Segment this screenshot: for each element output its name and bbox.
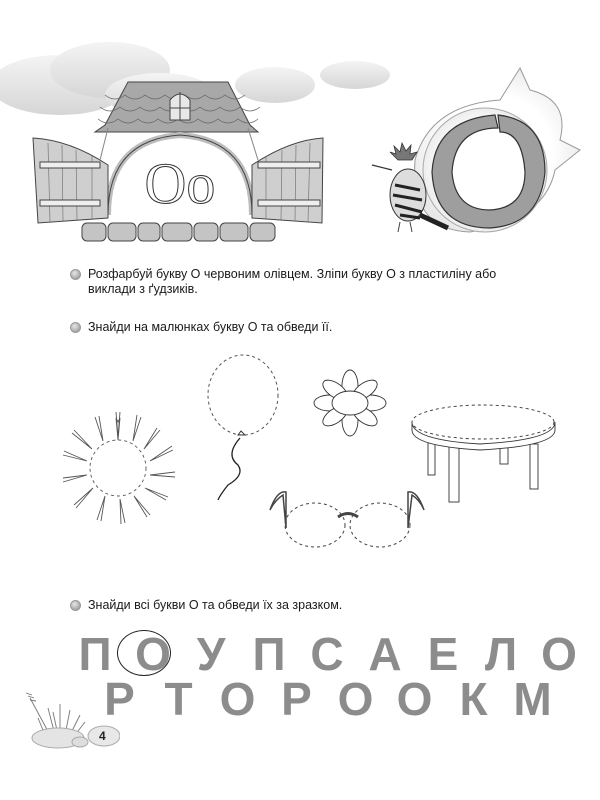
letter-sample-circled[interactable]: О <box>135 628 171 680</box>
bullet-icon <box>70 322 81 333</box>
instruction-text: Знайди на малюнках букву О та обведи її. <box>88 320 333 334</box>
letter[interactable]: О <box>396 673 433 725</box>
letter[interactable]: М <box>513 673 552 725</box>
header-illustration <box>0 0 600 250</box>
letter[interactable]: Р <box>104 673 135 725</box>
instruction-find-in-pictures <box>70 320 540 335</box>
letter[interactable]: Р <box>281 673 312 725</box>
sample-circle <box>117 630 171 676</box>
letter[interactable]: О <box>541 628 577 680</box>
glasses-icon[interactable] <box>270 492 424 547</box>
big-letter-o-illustration <box>415 68 580 232</box>
instruction-find-all-letters <box>70 598 540 613</box>
balloon-icon[interactable] <box>208 355 278 500</box>
letter[interactable]: О <box>337 673 374 725</box>
flower-icon[interactable] <box>314 370 386 436</box>
letter[interactable]: Л <box>484 628 518 680</box>
instruction-text: Розфарбуй букву О червоним олівцем. Зліпи букву О з пластиліну або виклади з ґудзиків. <box>88 267 497 296</box>
letter[interactable]: С <box>310 628 344 680</box>
letter[interactable]: П <box>78 628 112 680</box>
letter[interactable]: Т <box>164 673 193 725</box>
letter[interactable]: Е <box>427 628 459 680</box>
instruction-text: Знайди всі букви О та обведи їх за зразком. <box>88 598 343 612</box>
tracing-pictures <box>0 340 600 570</box>
bullet-icon <box>70 269 81 280</box>
letter[interactable]: П <box>252 628 286 680</box>
letter[interactable]: У <box>196 628 226 680</box>
table-icon[interactable] <box>412 405 555 502</box>
letter[interactable]: А <box>368 628 402 680</box>
letter[interactable]: О <box>219 673 256 725</box>
letters-row-2 <box>90 672 562 726</box>
bullet-icon <box>70 600 81 611</box>
sun-icon[interactable] <box>63 412 175 524</box>
instruction-color-letter <box>70 267 540 297</box>
letter[interactable]: К <box>459 673 488 725</box>
house-letters: Oo <box>144 151 216 216</box>
page-number: 4 <box>99 729 106 743</box>
